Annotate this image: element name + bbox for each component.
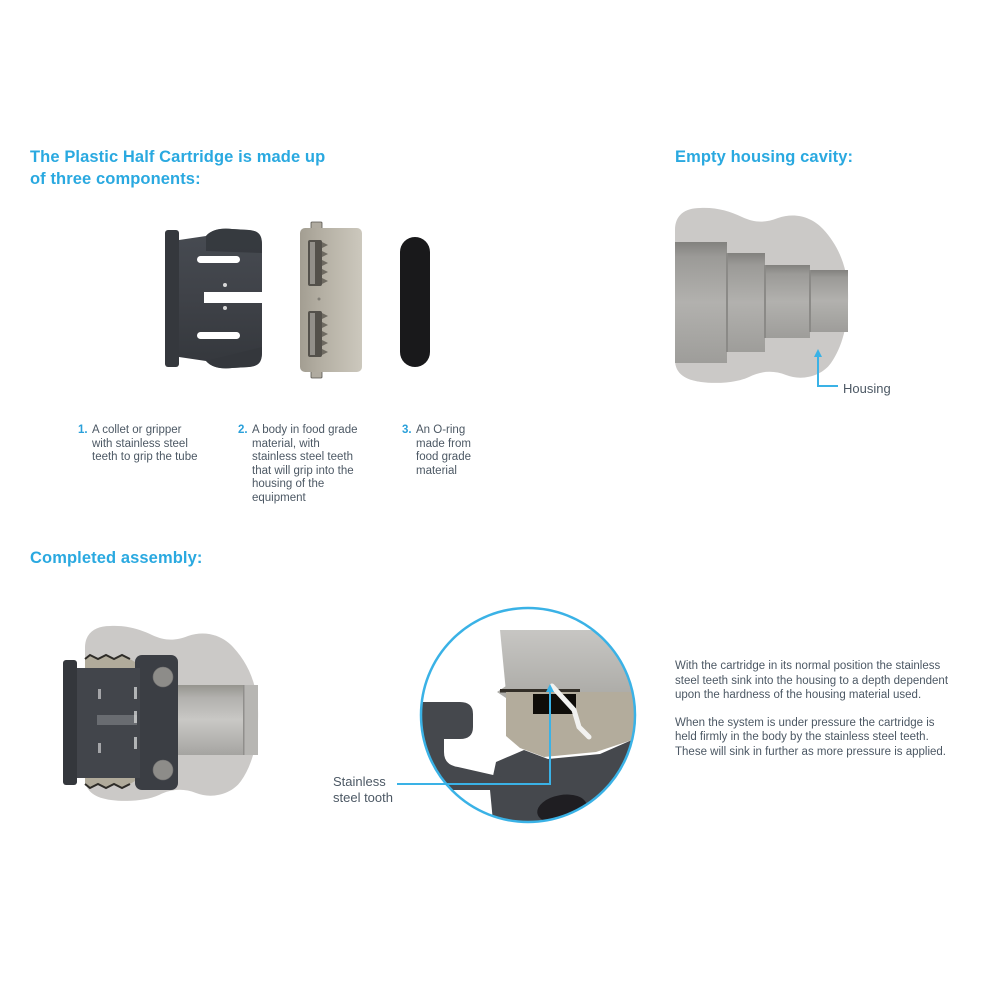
assembly-paragraph-2: When the system is under pressure the cartridge is held firmly in the body by the stainless steel teeth. These will sink in further as more pressure is applied.	[675, 716, 947, 758]
components-illustration	[150, 215, 450, 385]
item-1-number: 1.	[78, 424, 88, 436]
component-item-3	[402, 424, 486, 478]
oring-section-bottom	[153, 760, 173, 780]
component-item-1	[78, 424, 204, 465]
tooth-callout-label: Stainless steel tooth	[333, 774, 393, 805]
housing-callout-label: Housing	[843, 381, 891, 396]
item-3-number: 3.	[402, 424, 412, 436]
teeth-strip-top	[85, 655, 135, 668]
item-2-number: 2.	[238, 424, 248, 436]
components-heading	[30, 146, 325, 190]
detail-housing	[500, 630, 650, 692]
components-heading-line2: of three components:	[30, 170, 201, 188]
collet-graphic	[165, 229, 262, 369]
component-item-2	[238, 424, 370, 505]
assembly-paragraph-1: With the cartridge in its normal position the stainless steel teeth sink into the housing to a depth dependent upon the hardness of the housing material used.	[675, 660, 949, 701]
body-graphic	[300, 222, 362, 378]
assembly-description	[675, 659, 955, 772]
oring-graphic	[400, 237, 430, 367]
item-2-text: A body in food grade material, with stainless steel teeth that will grip into the housing of the equipment	[252, 424, 358, 504]
completed-assembly-illustration	[40, 615, 300, 815]
oring-section-top	[153, 667, 173, 687]
components-heading-line1: The Plastic Half Cartridge is made up	[30, 148, 326, 166]
empty-housing-illustration	[660, 190, 960, 415]
item-3-text: An O-ring made from food grade material	[416, 424, 471, 477]
completed-assembly-heading: Completed assembly:	[30, 549, 203, 567]
item-1-text: A collet or gripper with stainless steel teeth to grip the tube	[92, 424, 198, 463]
assembly-collet-cap	[63, 660, 77, 785]
empty-housing-heading: Empty housing cavity:	[675, 148, 854, 166]
